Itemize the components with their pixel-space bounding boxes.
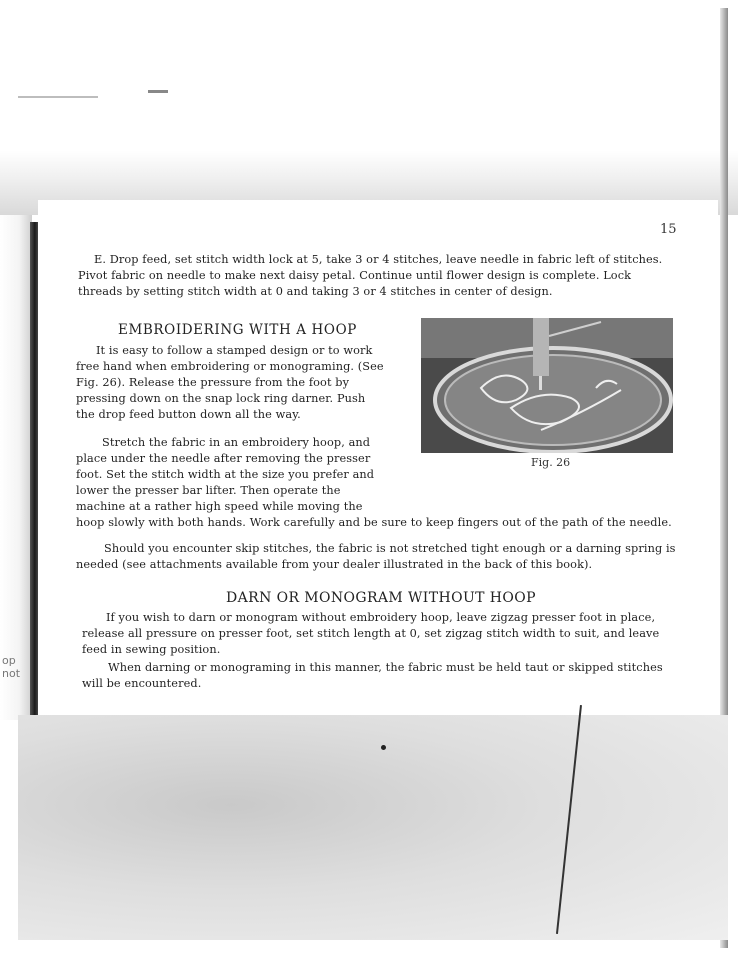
- fig-26-photo: [421, 318, 673, 453]
- scan-mark: [18, 96, 98, 98]
- scan-top-background: [0, 0, 738, 215]
- margin-fragment: op: [2, 654, 16, 667]
- section-heading-embroidering: EMBROIDERING WITH A HOOP: [118, 322, 357, 338]
- intro-paragraph: E. Drop feed, set stitch width lock at 5, take 3 or 4 stitches, leave needle in fabric left of stitches. Pivot fabric on needle to make next daisy petal. Continue until flower design is complete. Lock threads by setting stitch width at 0 and taking 3 or 4 stitches in center of design.: [78, 253, 663, 298]
- darn-paragraph-1: If you wish to darn or monogram without embroidery hoop, leave zigzag presser foot in place, release all pressure on presser foot, set stitch length at 0, set zigzag stitch width to suit, and leave feed in sewing position.: [82, 611, 660, 656]
- embroidering-paragraph-2-full: hoop slowly with both hands. Work carefully and be sure to keep fingers out of the path of the needle.: [76, 516, 672, 529]
- section-heading-darn: DARN OR MONOGRAM WITHOUT HOOP: [226, 590, 536, 606]
- scan-dot: [381, 745, 386, 750]
- page-binding-edge: [30, 222, 38, 722]
- embroidering-paragraph-2-column: Stretch the fabric in an embroidery hoop, and place under the needle after removing the presser foot. Set the stitch width at the size you prefer and lower the presser bar lifter. Then operate the machine at a rather high speed while moving the: [76, 436, 375, 513]
- scan-mark: [148, 90, 168, 93]
- figure-caption: Fig. 26: [531, 456, 571, 469]
- scan-bottom-background: [18, 715, 728, 940]
- margin-fragment: not: [2, 667, 21, 680]
- embroidery-hoop-illustration: [421, 318, 673, 453]
- page-number: 15: [660, 222, 677, 237]
- darn-paragraph-2: When darning or monograming in this manner, the fabric must be held taut or skipped stitches will be encountered.: [82, 661, 663, 690]
- scan-left-background: [0, 215, 32, 720]
- embroidering-paragraph-1: It is easy to follow a stamped design or to work free hand when embroidering or monograming. (See Fig. 26). Release the pressure from the foot by pressing down on the snap lock ring darner. Push the drop feed button down all the way.: [76, 344, 384, 421]
- embroidering-paragraph-3: Should you encounter skip stitches, the fabric is not stretched tight enough or a darning spring is needed (see attachments available from your dealer illustrated in the back of this book).: [76, 542, 676, 571]
